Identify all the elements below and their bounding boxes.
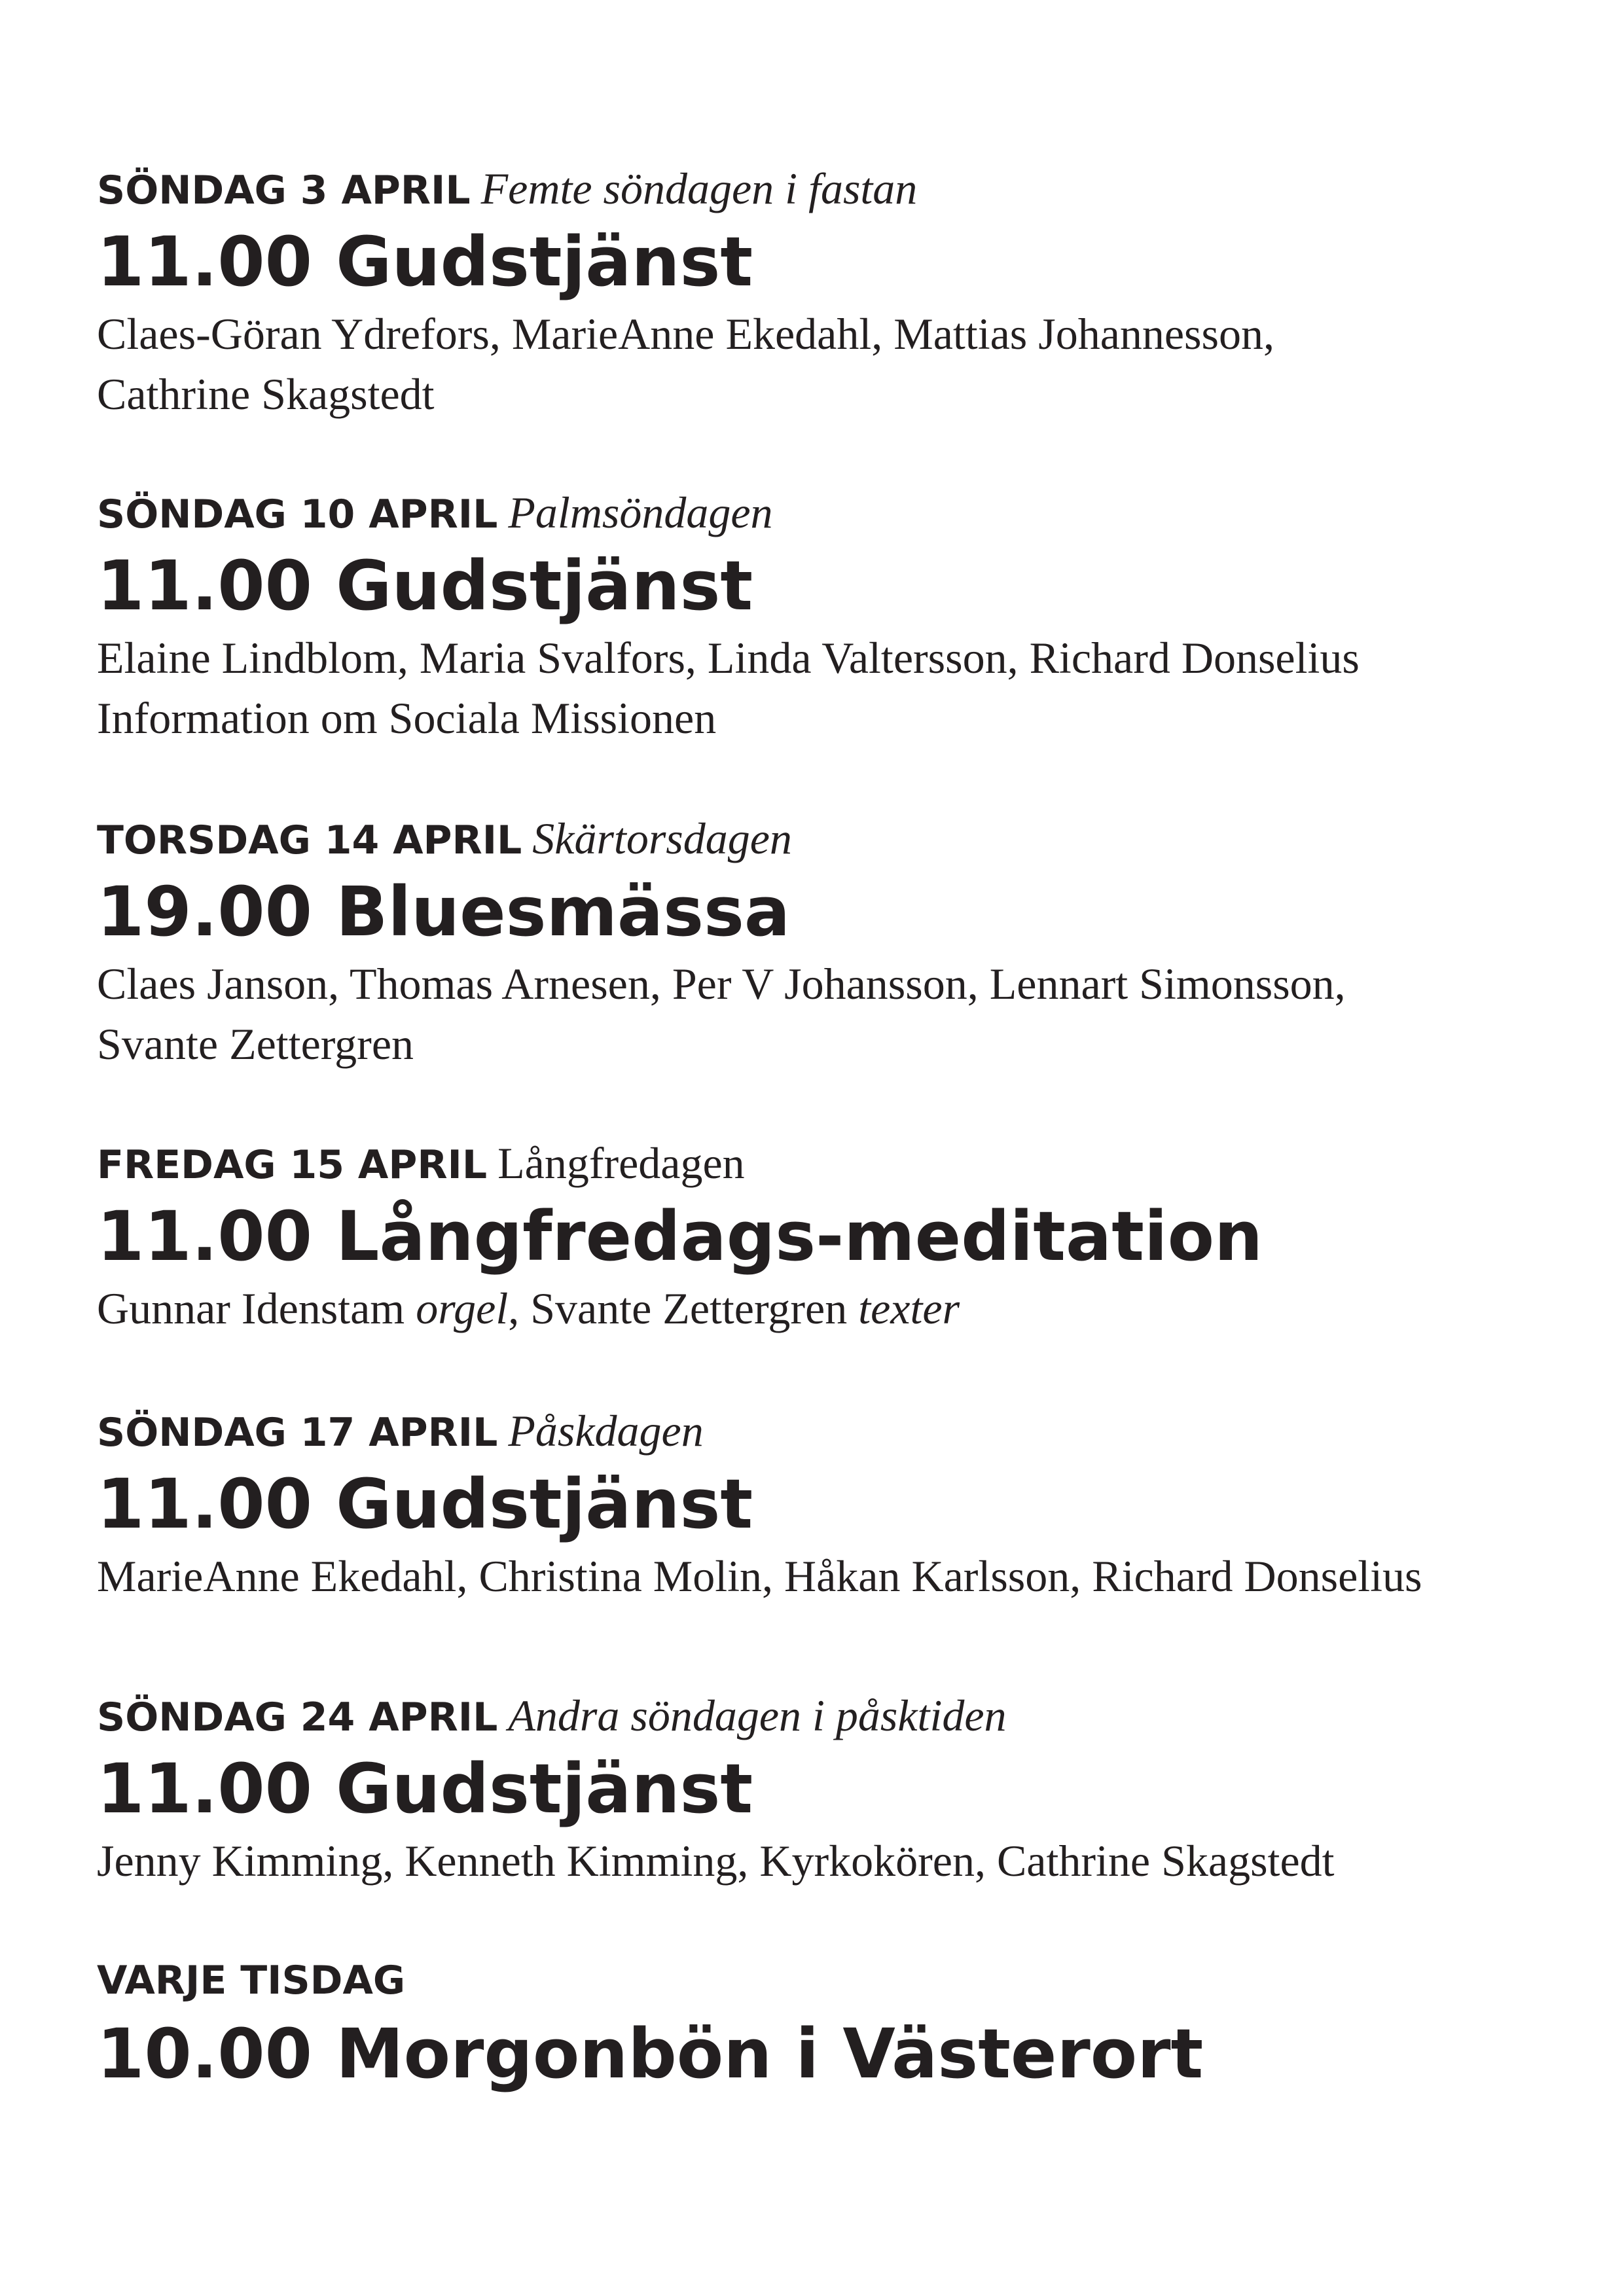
event-day: FREDAG 15 APRIL [97,1142,488,1188]
participant-name: Svante Zettergren [530,1283,848,1333]
event-date-line [97,1949,1576,2012]
participant-role: texter [858,1283,960,1333]
event-item [97,1132,1576,1338]
event-title: 11.00 Gudstjänst [97,546,753,626]
event-date-line [97,807,1576,870]
event-day: SÖNDAG 10 APRIL [97,492,498,537]
participants-line: Jenny Kimming, Kenneth Kimming, Kyrkokören, Cathrine Skagstedt [97,1836,1335,1886]
event-day: SÖNDAG 24 APRIL [97,1695,498,1740]
event-date-line [97,1684,1576,1747]
participants-line: Claes Janson, Thomas Arnesen, Per V Johansson, Lennart Simonsson, [97,959,1346,1009]
event-occasion: Påskdagen [508,1406,704,1456]
participants-line: Elaine Lindblom, Maria Svalfors, Linda Valtersson, Richard Donselius [97,633,1360,683]
event-title: 11.00 Långfredags-meditation [97,1196,1263,1276]
event-occasion: Palmsöndagen [508,488,773,537]
event-participants [97,1831,1576,1891]
event-day: VARJE TISDAG [97,1958,406,2003]
event-title: 19.00 Bluesmässa [97,872,791,952]
event-item [97,1399,1576,1606]
event-participants [97,628,1576,748]
participants-line: Cathrine Skagstedt [97,369,435,419]
participants-line: Information om Sociala Missionen [97,693,717,743]
event-participants [97,954,1576,1074]
event-date-line [97,481,1576,544]
event-day: SÖNDAG 17 APRIL [97,1410,498,1456]
event-title: 10.00 Morgonbön i Västerort [97,2014,1204,2094]
event-occasion: Andra söndagen i påsktiden [508,1691,1007,1740]
event-item [97,157,1576,424]
event-item [97,481,1576,748]
event-day: TORSDAG 14 APRIL [97,817,522,863]
event-participants [97,1278,1576,1338]
participants-line: Svante Zettergren [97,1019,414,1069]
event-item [97,807,1576,1074]
event-title: 11.00 Gudstjänst [97,1464,753,1544]
event-date-line [97,157,1576,220]
event-participants [97,304,1576,424]
event-participants [97,1546,1576,1606]
event-day: SÖNDAG 3 APRIL [97,168,471,213]
participants-line [97,1278,1576,1338]
event-date-line [97,1132,1576,1194]
event-date-line [97,1399,1576,1462]
event-occasion: Långfredagen [497,1138,745,1188]
participant-role: orgel [416,1283,509,1333]
event-title: 11.00 Gudstjänst [97,1749,753,1829]
participants-line: MarieAnne Ekedahl, Christina Molin, Håkan Karlsson, Richard Donselius [97,1551,1422,1601]
event-occasion: Skärtorsdagen [532,814,792,863]
participants-line: Claes-Göran Ydrefors, MarieAnne Ekedahl, Mattias Johannesson, [97,309,1274,359]
participant-separator: , [508,1283,520,1333]
event-occasion: Femte söndagen i fastan [480,164,918,213]
event-item [97,1684,1576,1891]
participant-name: Gunnar Idenstam [97,1283,405,1333]
event-title: 11.00 Gudstjänst [97,222,753,302]
event-item [97,1949,1576,2096]
